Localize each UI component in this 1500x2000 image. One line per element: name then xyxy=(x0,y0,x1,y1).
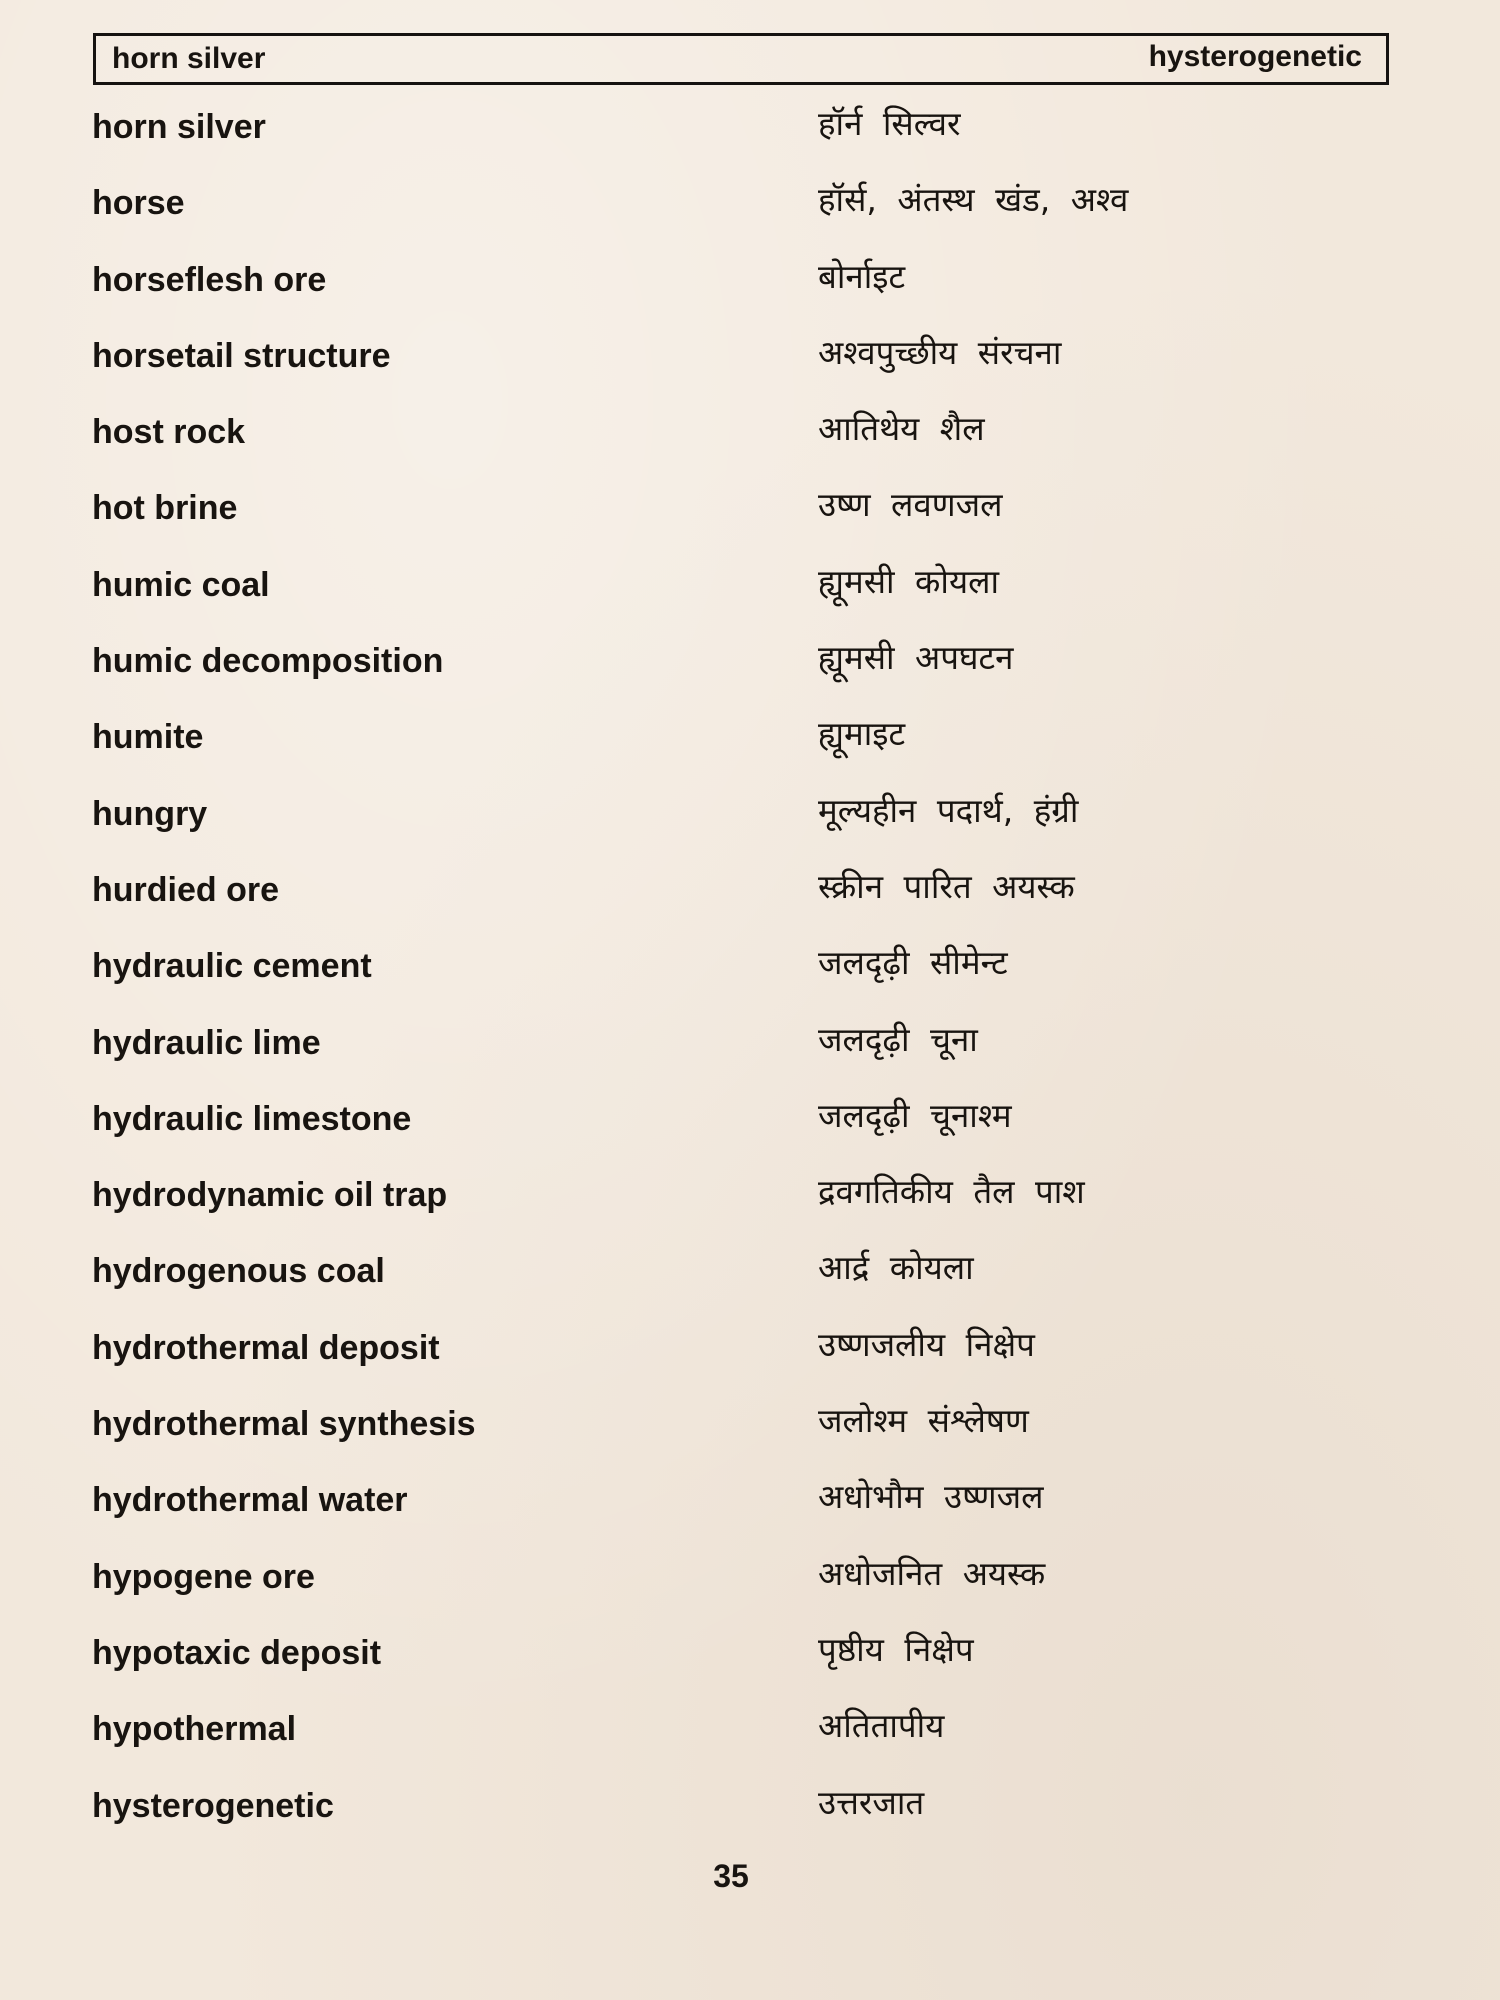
hindi-equivalent: जलदृढ़ी चूनाश्म xyxy=(818,1095,1012,1135)
english-term: hydrothermal synthesis xyxy=(92,1405,476,1444)
english-term: humic coal xyxy=(92,565,270,604)
english-term: hydrodynamic oil trap xyxy=(92,1176,448,1215)
english-term: humite xyxy=(92,718,204,757)
hindi-equivalent: द्रवगतिकीय तैल पाश xyxy=(818,1172,1085,1212)
glossary-entry xyxy=(0,863,1500,939)
english-term: hydraulic cement xyxy=(92,947,372,986)
english-term: hurdied ore xyxy=(92,870,280,909)
english-term: hungry xyxy=(92,794,208,833)
english-term: hypothermal xyxy=(92,1710,297,1749)
english-term: horn silver xyxy=(92,108,266,146)
hindi-equivalent: जलोश्म संश्लेषण xyxy=(818,1401,1029,1441)
glossary-entry xyxy=(0,1321,1500,1397)
hindi-equivalent: हॉर्न सिल्वर xyxy=(818,104,961,143)
english-term: hypotaxic deposit xyxy=(92,1633,382,1672)
glossary-entry xyxy=(0,1092,1500,1168)
hindi-equivalent: उष्ण लवणजल xyxy=(818,485,1003,525)
page-number: 35 xyxy=(713,1858,749,1894)
hindi-equivalent: हॉर्स, अंतस्थ खंड, अश्व xyxy=(818,180,1129,220)
english-term: hydraulic lime xyxy=(92,1023,321,1062)
glossary-entry xyxy=(0,1473,1500,1549)
glossary-entry xyxy=(0,405,1500,481)
glossary-entry xyxy=(0,558,1500,634)
running-header xyxy=(93,33,1389,85)
glossary-entry xyxy=(0,176,1500,252)
hindi-equivalent: अश्वपुच्छीय संरचना xyxy=(818,332,1062,372)
english-term: hypogene ore xyxy=(92,1557,315,1596)
glossary-entry xyxy=(0,100,1500,176)
glossary-entries xyxy=(0,100,1500,1855)
glossary-entry xyxy=(0,1397,1500,1473)
hindi-equivalent: आर्द्र कोयला xyxy=(818,1248,974,1288)
glossary-entry xyxy=(0,1244,1500,1320)
english-term: humic decomposition xyxy=(92,642,444,681)
glossary-entry xyxy=(0,253,1500,329)
glossary-entry xyxy=(0,1168,1500,1244)
hindi-equivalent: ह्यूमसी अपघटन xyxy=(818,638,1014,678)
hindi-equivalent: उष्णजलीय निक्षेप xyxy=(818,1324,1035,1364)
english-term: horse xyxy=(92,184,185,223)
hindi-equivalent: अधोजनित अयस्क xyxy=(818,1553,1046,1593)
glossary-entry xyxy=(0,710,1500,786)
header-last-guide-word: hysterogenetic xyxy=(1148,40,1362,73)
english-term: hydrothermal deposit xyxy=(92,1328,440,1367)
hindi-equivalent: अधोभौम उष्णजल xyxy=(818,1477,1044,1517)
english-term: hot brine xyxy=(92,489,238,528)
hindi-equivalent: बोर्नाइट xyxy=(818,256,906,296)
english-term: horsetail structure xyxy=(92,336,391,375)
glossary-entry xyxy=(0,787,1500,863)
glossary-entry xyxy=(0,1626,1500,1702)
english-term: hydrogenous coal xyxy=(92,1252,385,1291)
english-term: hydraulic limestone xyxy=(92,1099,412,1138)
glossary-entry xyxy=(0,1702,1500,1778)
hindi-equivalent: ह्यूमसी कोयला xyxy=(818,561,1000,601)
glossary-entry xyxy=(0,1016,1500,1092)
hindi-equivalent: पृष्ठीय निक्षेप xyxy=(818,1629,974,1669)
english-term: horseflesh ore xyxy=(92,260,327,299)
hindi-equivalent: उत्तरजात xyxy=(818,1782,925,1822)
english-term: hydrothermal water xyxy=(92,1481,408,1520)
glossary-entry xyxy=(0,329,1500,405)
hindi-equivalent: जलदृढ़ी सीमेन्ट xyxy=(818,943,1008,983)
english-term: host rock xyxy=(92,413,246,452)
hindi-equivalent: स्क्रीन पारित अयस्क xyxy=(818,866,1075,906)
glossary-entry xyxy=(0,634,1500,710)
hindi-equivalent: ह्यूमाइट xyxy=(818,714,906,754)
hindi-equivalent: मूल्यहीन पदार्थ, हंग्री xyxy=(818,790,1079,830)
header-first-guide-word: horn silver xyxy=(112,42,266,75)
glossary-entry xyxy=(0,1550,1500,1626)
hindi-equivalent: आतिथेय शैल xyxy=(818,409,985,449)
hindi-equivalent: जलदृढ़ी चूना xyxy=(818,1019,978,1059)
hindi-equivalent: अतितापीय xyxy=(818,1706,945,1746)
glossary-entry xyxy=(0,939,1500,1015)
glossary-entry xyxy=(0,1779,1500,1855)
glossary-entry xyxy=(0,481,1500,557)
english-term: hysterogenetic xyxy=(92,1786,334,1825)
